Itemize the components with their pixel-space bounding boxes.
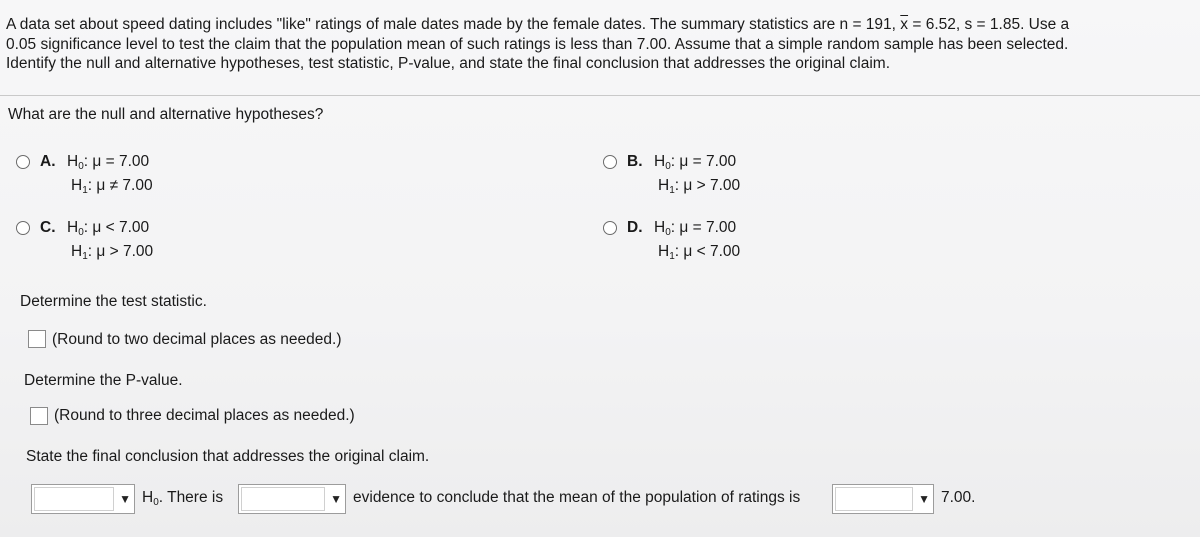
conclusion-middle-text: evidence to conclude that the mean of the population of ratings is [353, 489, 801, 506]
option-letter: B. [627, 153, 643, 170]
evidence-select[interactable] [238, 484, 346, 514]
conclusion-h0-text: $H_0$. There is [142, 489, 224, 508]
dropdown-arrow-icon: ▼ [330, 492, 342, 506]
select-value [835, 487, 913, 511]
comparison-select[interactable] [832, 484, 934, 514]
xbar-symbol: $\overline{x}$ [900, 16, 909, 33]
radio-button-icon[interactable] [603, 221, 617, 235]
null-hypothesis: $H_0$: μ = 7.00 [654, 153, 737, 172]
problem-line-2: 0.05 significance level to test the claim that the population mean of such ratings is less than 7.00. Assume that a simple random sample has been selected. [6, 35, 1069, 53]
problem-line-1-suffix: = 6.52, s = 1.85. Use a [908, 16, 1070, 33]
p-value-input[interactable] [30, 407, 48, 425]
conclusion-label: State the final conclusion that addresses the original claim. [26, 448, 430, 465]
problem-line-1-prefix: A data set about speed dating includes "like" ratings of male dates made by the female dates. The summary statistics are n = 191, [6, 16, 901, 33]
problem-statement [6, 15, 1194, 74]
question-text: What are the null and alternative hypotheses? [8, 106, 324, 123]
null-hypothesis: $H_0$: μ = 7.00 [654, 219, 737, 238]
option-letter: A. [40, 153, 56, 170]
alternative-hypothesis: $H_1$: μ > 7.00 [71, 243, 154, 262]
conclusion-end-text: 7.00. [941, 489, 976, 506]
reject-decision-select[interactable] [31, 484, 135, 514]
alternative-hypothesis: $H_1$: μ < 7.00 [658, 243, 741, 262]
p-value-label: Determine the P-value. [24, 372, 183, 389]
radio-button-icon[interactable] [16, 155, 30, 169]
select-value [241, 487, 325, 511]
alternative-hypothesis: $H_1$: μ > 7.00 [658, 177, 741, 196]
option-letter: C. [40, 219, 56, 236]
dropdown-arrow-icon: ▼ [119, 492, 131, 506]
radio-button-icon[interactable] [16, 221, 30, 235]
null-hypothesis: $H_0$: μ < 7.00 [67, 219, 150, 238]
p-value-rounding-note: (Round to three decimal places as needed.) [54, 407, 355, 424]
alternative-hypothesis: $H_1$: μ ≠ 7.00 [71, 177, 153, 196]
option-letter: D. [627, 219, 643, 236]
select-value [34, 487, 114, 511]
dropdown-arrow-icon: ▼ [918, 492, 930, 506]
problem-line-1 [6, 15, 1194, 35]
divider [0, 95, 1200, 96]
test-statistic-label: Determine the test statistic. [20, 293, 207, 310]
problem-line-3: Identify the null and alternative hypotheses, test statistic, P-value, and state the final conclusion that addresses the original claim. [6, 55, 890, 72]
test-statistic-input[interactable] [28, 330, 46, 348]
null-hypothesis: $H_0$: μ = 7.00 [67, 153, 150, 172]
test-statistic-rounding-note: (Round to two decimal places as needed.) [52, 331, 342, 348]
radio-button-icon[interactable] [603, 155, 617, 169]
